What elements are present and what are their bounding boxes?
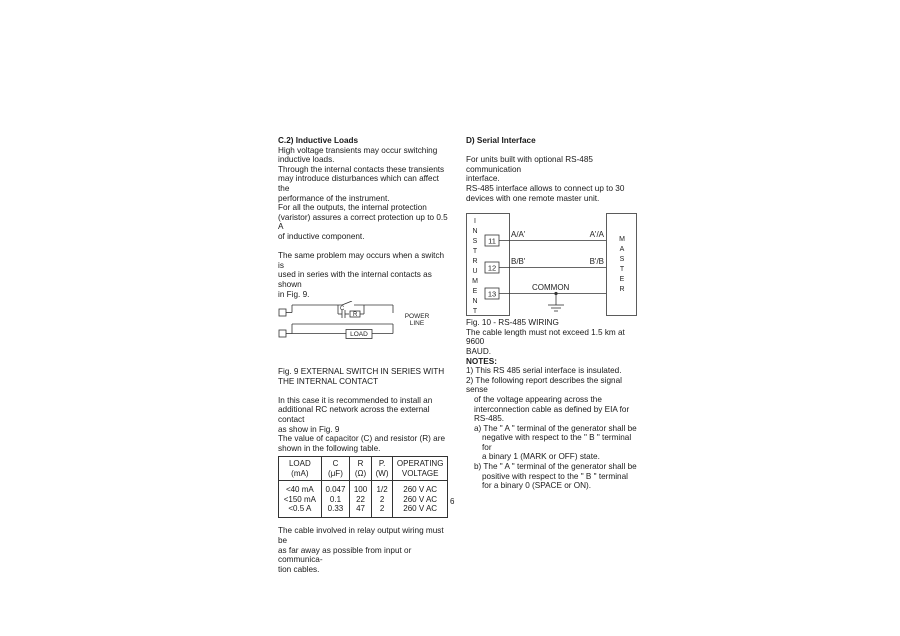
instrument-letter: S bbox=[472, 238, 478, 246]
note-2a-line: a) The " A " terminal of the generator shall be bbox=[474, 423, 637, 433]
instrument-letter: T bbox=[472, 308, 478, 316]
table-cell: <0.5 A bbox=[288, 504, 312, 514]
note-2a-line: negative with respect to the " B " terminal for bbox=[482, 433, 632, 452]
fig9-c-label: C bbox=[340, 306, 345, 313]
instrument-letter: T bbox=[472, 248, 478, 256]
table-cell: <150 mA bbox=[283, 494, 316, 504]
table-row bbox=[279, 481, 448, 518]
terminal-11: 11 bbox=[488, 236, 496, 246]
para-line: Through the internal contacts these transients bbox=[278, 164, 445, 174]
table-cell: 2 bbox=[379, 494, 385, 504]
page-number: 6 bbox=[450, 497, 455, 506]
master-letter: A bbox=[619, 246, 625, 254]
table-header: P. bbox=[378, 459, 386, 469]
fig10-diagram bbox=[466, 213, 638, 317]
para-line: High voltage transients may occur switching bbox=[278, 145, 438, 155]
instrument-letter: N bbox=[472, 298, 478, 306]
table-cell: 260 V AC bbox=[403, 504, 438, 514]
para-line: shown in the following table. bbox=[278, 443, 381, 453]
para-line: tion cables. bbox=[278, 564, 320, 574]
para-line: In this case it is recommended to install an bbox=[278, 395, 433, 405]
para-line: For all the outputs, the internal protection bbox=[278, 203, 427, 213]
line-a-left-label: A/A' bbox=[511, 230, 526, 240]
para-line: used in series with the internal contacts as shown bbox=[278, 270, 432, 289]
left-column bbox=[278, 136, 448, 574]
table-header: (mA) bbox=[291, 468, 309, 478]
note-2b-line: for a binary 0 (SPACE or ON). bbox=[482, 481, 592, 491]
table-cell: 22 bbox=[356, 494, 365, 504]
para-line: interface. bbox=[466, 174, 500, 184]
master-letter: E bbox=[619, 276, 625, 284]
note-2b-line: positive with respect to the " B " terminal bbox=[482, 471, 628, 481]
serial-interface-heading: D) Serial Interface bbox=[466, 136, 536, 145]
instrument-letter: E bbox=[472, 288, 478, 296]
line-a-right-label: A'/A bbox=[589, 230, 604, 240]
para-line: performance of the instrument. bbox=[278, 193, 390, 203]
instrument-letter: N bbox=[472, 228, 478, 236]
terminal-12: 12 bbox=[487, 263, 497, 273]
table-header: R bbox=[357, 459, 364, 469]
para-line: devices with one remote master unit. bbox=[466, 193, 600, 203]
para-line: The cable involved in relay output wiring must be bbox=[278, 526, 444, 546]
note-1: 1) This RS 485 serial interface is insulated. bbox=[466, 366, 622, 376]
para-line: in Fig. 9. bbox=[278, 289, 310, 299]
para-line: (varistor) assures a correct protection up to 0.5 A bbox=[278, 212, 448, 232]
note-2-line: RS-485. bbox=[474, 414, 505, 424]
cable-note-line: The cable length must not exceed 1.5 km at 9600 bbox=[466, 327, 625, 347]
note-2a-line: a binary 1 (MARK or OFF) state. bbox=[482, 452, 600, 462]
right-column bbox=[466, 136, 638, 491]
instrument-letter: U bbox=[472, 268, 478, 276]
cable-note-line: BAUD. bbox=[466, 346, 492, 356]
table-header: (μF) bbox=[328, 468, 343, 478]
master-letter: S bbox=[619, 256, 625, 264]
para-line: The same problem may occurs when a switch is bbox=[278, 251, 445, 270]
para-line: inductive loads. bbox=[278, 155, 335, 165]
para-line: For units built with optional RS-485 communication bbox=[466, 155, 593, 174]
table-cell: 1/2 bbox=[376, 485, 388, 495]
instrument-letter: I bbox=[474, 218, 476, 226]
fig9-line-label: LINE bbox=[409, 320, 425, 328]
table-header: VOLTAGE bbox=[401, 468, 439, 478]
fig9-diagram bbox=[278, 301, 448, 353]
fig9-caption-line: THE INTERNAL CONTACT bbox=[278, 376, 379, 386]
table-cell: 100 bbox=[353, 485, 368, 495]
fig9-power-label: POWER bbox=[404, 313, 430, 321]
note-2-line: interconnection cable as defined by EIA for bbox=[474, 404, 630, 414]
table-cell: 0.047 bbox=[325, 485, 346, 495]
para-line: as show in Fig. 9 bbox=[278, 424, 340, 434]
rc-values-table bbox=[278, 456, 448, 518]
line-b-right-label: B'/B bbox=[589, 257, 604, 267]
master-letter: R bbox=[619, 286, 625, 294]
instrument-letter: M bbox=[472, 278, 478, 286]
master-letter: M bbox=[619, 236, 625, 244]
table-header: (Ω) bbox=[354, 468, 367, 478]
instrument-letter: R bbox=[472, 258, 478, 266]
line-b-left-label: B/B' bbox=[511, 257, 526, 267]
para-line: RS-485 interface allows to connect up to 30 bbox=[466, 183, 625, 193]
fig10-caption: Fig. 10 - RS-485 WIRING bbox=[466, 318, 559, 328]
table-header: (W) bbox=[375, 468, 389, 478]
table-header: C bbox=[332, 459, 339, 469]
terminal-13: 13 bbox=[487, 289, 497, 299]
note-2-line: 2) The following report describes the signal sense bbox=[466, 375, 622, 395]
table-cell: 0.1 bbox=[329, 494, 342, 504]
table-cell: 260 V AC bbox=[403, 485, 438, 495]
common-label: COMMON bbox=[532, 283, 570, 293]
note-2b-line: b) The " A " terminal of the generator shall be bbox=[474, 462, 637, 472]
table-cell: <40 mA bbox=[285, 485, 314, 495]
table-cell: 0.33 bbox=[327, 504, 344, 514]
table-cell: 47 bbox=[356, 504, 365, 514]
inductive-loads-heading: C.2) Inductive Loads bbox=[278, 136, 359, 145]
para-line: additional RC network across the external contact bbox=[278, 405, 430, 425]
table-header-row bbox=[279, 457, 448, 481]
fig9-load-label: LOAD bbox=[350, 331, 368, 339]
para-line: of inductive component. bbox=[278, 231, 365, 241]
table-cell: 2 bbox=[379, 504, 385, 514]
para-line: as far away as possible from input or communica- bbox=[278, 545, 412, 565]
para-line: may introduce disturbances which can affect the bbox=[278, 174, 439, 193]
table-header: LOAD bbox=[288, 459, 311, 469]
fig9-caption-line: Fig. 9 EXTERNAL SWITCH IN SERIES WITH bbox=[278, 367, 445, 377]
table-header: OPERATING bbox=[396, 459, 444, 469]
fig9-r-label: R bbox=[353, 312, 358, 319]
table-cell: 260 V AC bbox=[403, 494, 438, 504]
note-2-line: of the voltage appearing across the bbox=[474, 394, 602, 404]
para-line: The value of capacitor (C) and resistor (R) are bbox=[278, 434, 445, 444]
master-letter: T bbox=[619, 266, 625, 274]
notes-heading: NOTES: bbox=[466, 356, 497, 366]
